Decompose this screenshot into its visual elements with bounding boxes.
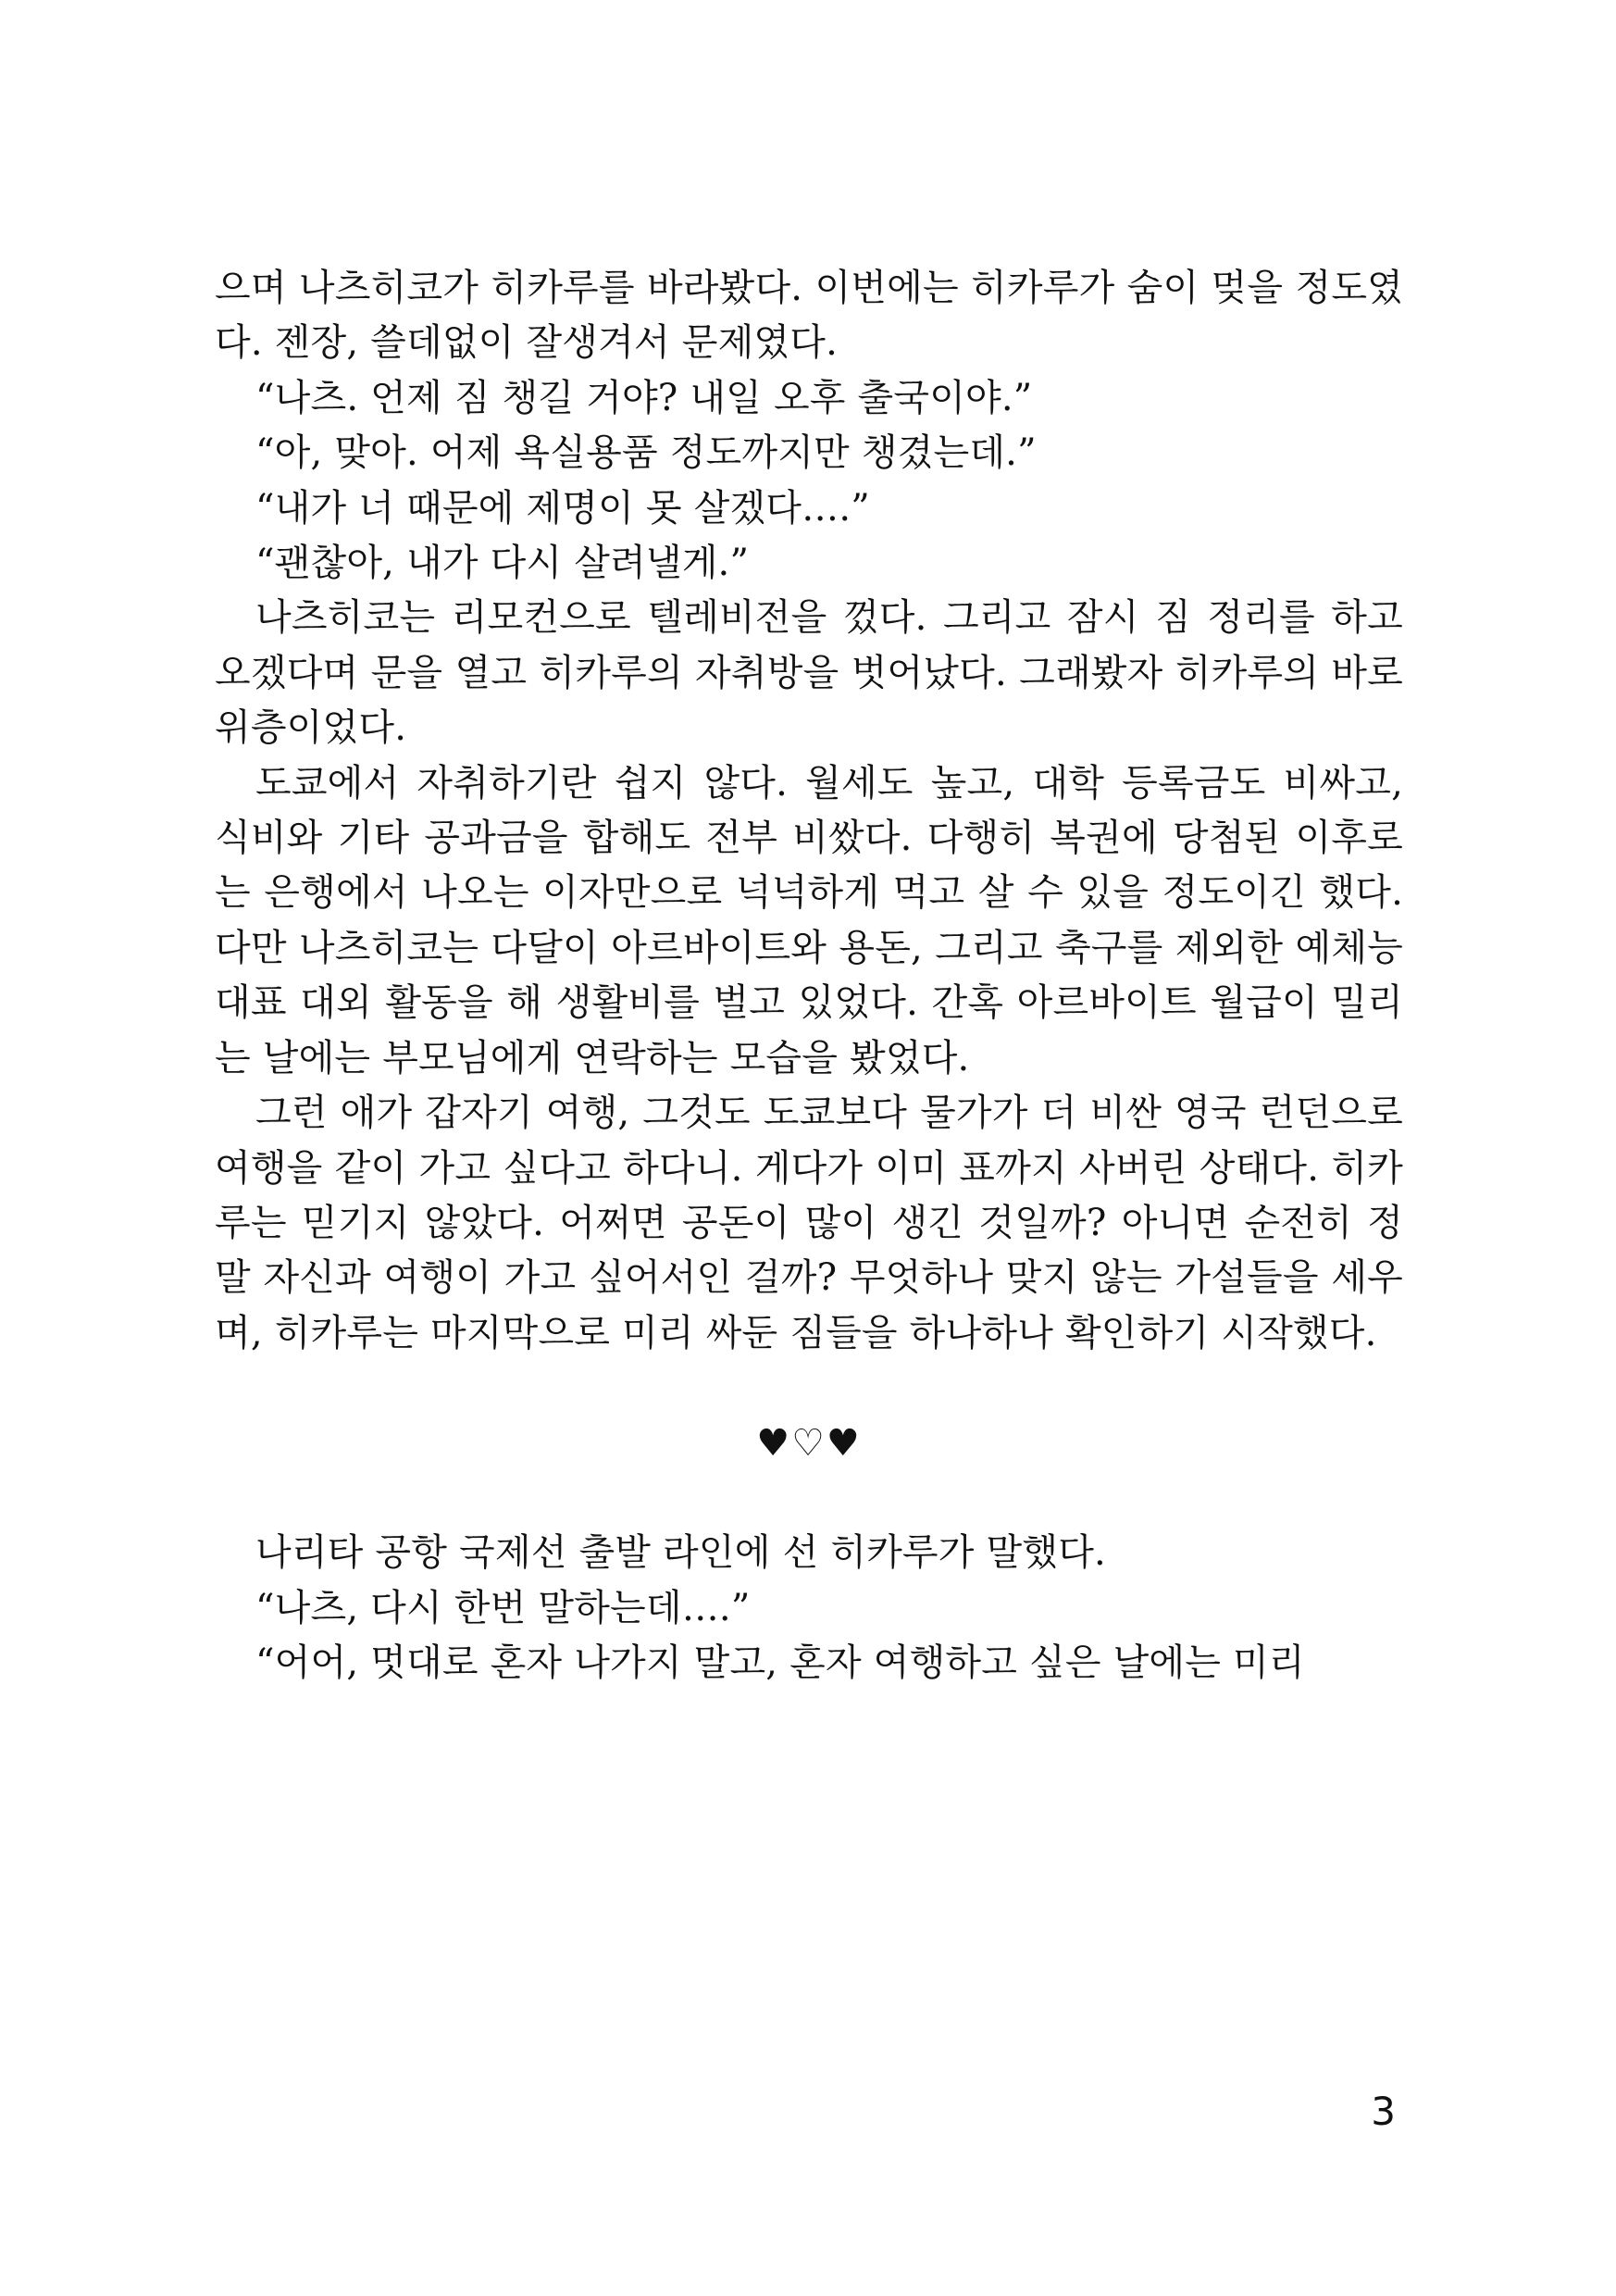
paragraph-3: “아, 맞아. 어제 욕실용품 정도까지만 챙겼는데.” [255, 431, 1037, 475]
section-divider: ♥♡♥ [756, 1422, 862, 1466]
paragraph-1: 으며 나츠히코가 히카루를 바라봤다. 이번에는 히카루가 숨이 멎을 정도였다. 젠장, 쓸데없이 잘생겨서 문제였다. [215, 267, 1403, 365]
paragraph-9: 나리타 공항 국제선 출발 라인에 선 히카루가 말했다. [255, 1531, 1106, 1575]
page-number: 3 [1371, 2089, 1396, 2134]
body-text [215, 261, 1403, 1691]
paragraph-7: 도쿄에서 자취하기란 쉽지 않다. 월세도 높고, 대학 등록금도 비싸고, 식비와 기타 공과금을 합해도 전부 비쌌다. 다행히 복권에 당첨된 이후로는 은행에서 나오는 이자만으로 넉넉하게 먹고 살 수 있을 정도이긴 했다. 다만 나츠히코는 다달이 아르바이트와 용돈, 그리고 축구를 제외한 예체능 대표 대외 활동을 해 생활비를 벌고 있었다. 간혹 아르바이트 월급이 밀리는 날에는 부모님에게 연락하는 모습을 봤었다. [215, 761, 1403, 1079]
paragraph-5: “괜찮아, 내가 다시 살려낼게.” [255, 542, 750, 585]
paragraph-11: “어어, 멋대로 혼자 나가지 말고, 혼자 여행하고 싶은 날에는 미리 [255, 1641, 1305, 1684]
paragraph-2: “나츠. 언제 짐 챙길 거야? 내일 오후 출국이야.” [255, 376, 1033, 419]
paragraph-8: 그런 애가 갑자기 여행, 그것도 도쿄보다 물가가 더 비싼 영국 런던으로 여행을 같이 가고 싶다고 하다니. 게다가 이미 표까지 사버린 상태다. 히카루는 믿기지 않았다. 어쩌면 공돈이 많이 생긴 것일까? 아니면 순전히 정말 자신과 여행이 가고 싶어서인 걸까? 무엇하나 맞지 않는 가설들을 세우며, 히카루는 마지막으로 미리 싸둔 짐들을 하나하나 확인하기 시작했다. [215, 1092, 1403, 1354]
paragraph-10: “나츠, 다시 한번 말하는데….” [255, 1586, 751, 1629]
paragraph-6: 나츠히코는 리모컨으로 텔레비전을 껐다. 그리고 잠시 짐 정리를 하고 오겠다며 문을 열고 히카루의 자취방을 벗어났다. 그래봤자 히카루의 바로 위층이었다. [215, 596, 1403, 750]
paragraph-4: “내가 너 때문에 제명이 못 살겠다….” [255, 486, 870, 530]
